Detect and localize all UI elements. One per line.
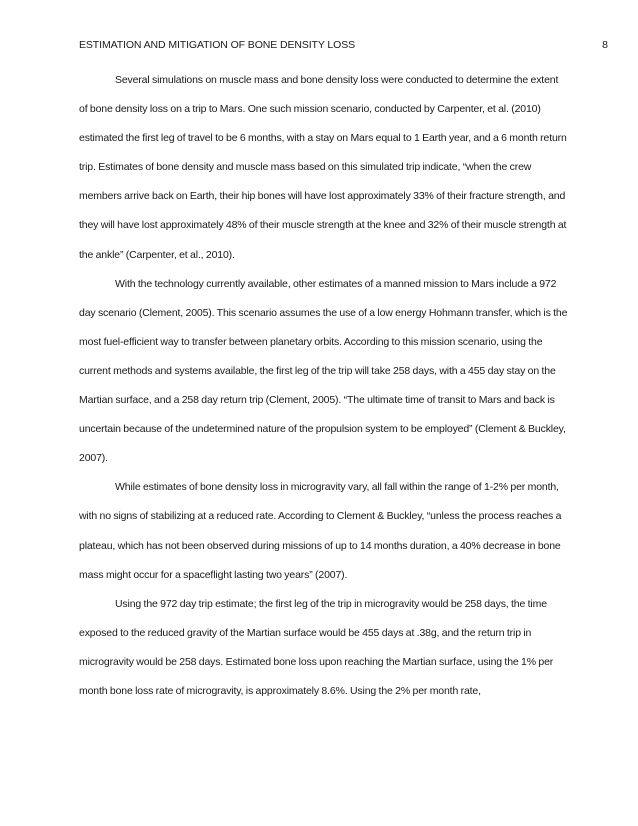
paragraph-microgravity-loss-rate: While estimates of bone density loss in microgravity vary, all fall within the range of 1-2% per month, with no signs of stabilizing at a reduced rate. According to Clement & Buckley, “unless the process reaches a plateau, which has not been observed during missions of up to 14 months duration, a 40% decrease in bone mass might occur for a spaceflight lasting two years” (2007). (79, 481, 562, 581)
body-text (79, 66, 569, 706)
page-number: 8 (602, 39, 608, 51)
paragraph-bone-loss-simulations: Several simulations on muscle mass and bone density loss were conducted to determine the extent of bone density loss on a trip to Mars. One such mission scenario, conducted by Carpenter, et al. (2010) estimated the first leg of travel to be 6 months, with a stay on Mars equal to 1 Earth year, and a 6 month return trip. Estimates of bone density and muscle mass based on this simulated trip indicate, “when the crew members arrive back on Earth, their hip bones will have lost approximately 33% of their fracture strength, and they will have lost approximately 48% of their muscle strength at the knee and 32% of their muscle strength at the ankle” (Carpenter, et al., 2010). (79, 74, 567, 261)
running-head: ESTIMATION AND MITIGATION OF BONE DENSITY LOSS (79, 39, 356, 51)
paragraph-972-day-estimate: Using the 972 day trip estimate; the first leg of the trip in microgravity would be 258 days, the time exposed to the reduced gravity of the Martian surface would be 455 days at .38g, and the return trip in microgravity would be 258 days. Estimated bone loss upon reaching the Martian surface, using the 1% per month bone loss rate of microgravity, is approximately 8.6%. Using the 2% per month rate, (79, 597, 554, 697)
paragraph-mission-estimates: With the technology currently available, other estimates of a manned mission to Mars include a 972 day scenario (Clement, 2005). This scenario assumes the use of a low energy Hohmann transfer, which is the most fuel-efficient way to transfer between planetary orbits. According to this mission scenario, using the current methods and systems available, the first leg of the trip will take 258 days, with a 455 day stay on the Martian surface, and a 258 day return trip (Clement, 2005). “The ultimate time of transit to Mars and back is uncertain because of the undetermined nature of the propulsion system to be employed” (Clement & Buckley, 2007). (79, 277, 568, 465)
